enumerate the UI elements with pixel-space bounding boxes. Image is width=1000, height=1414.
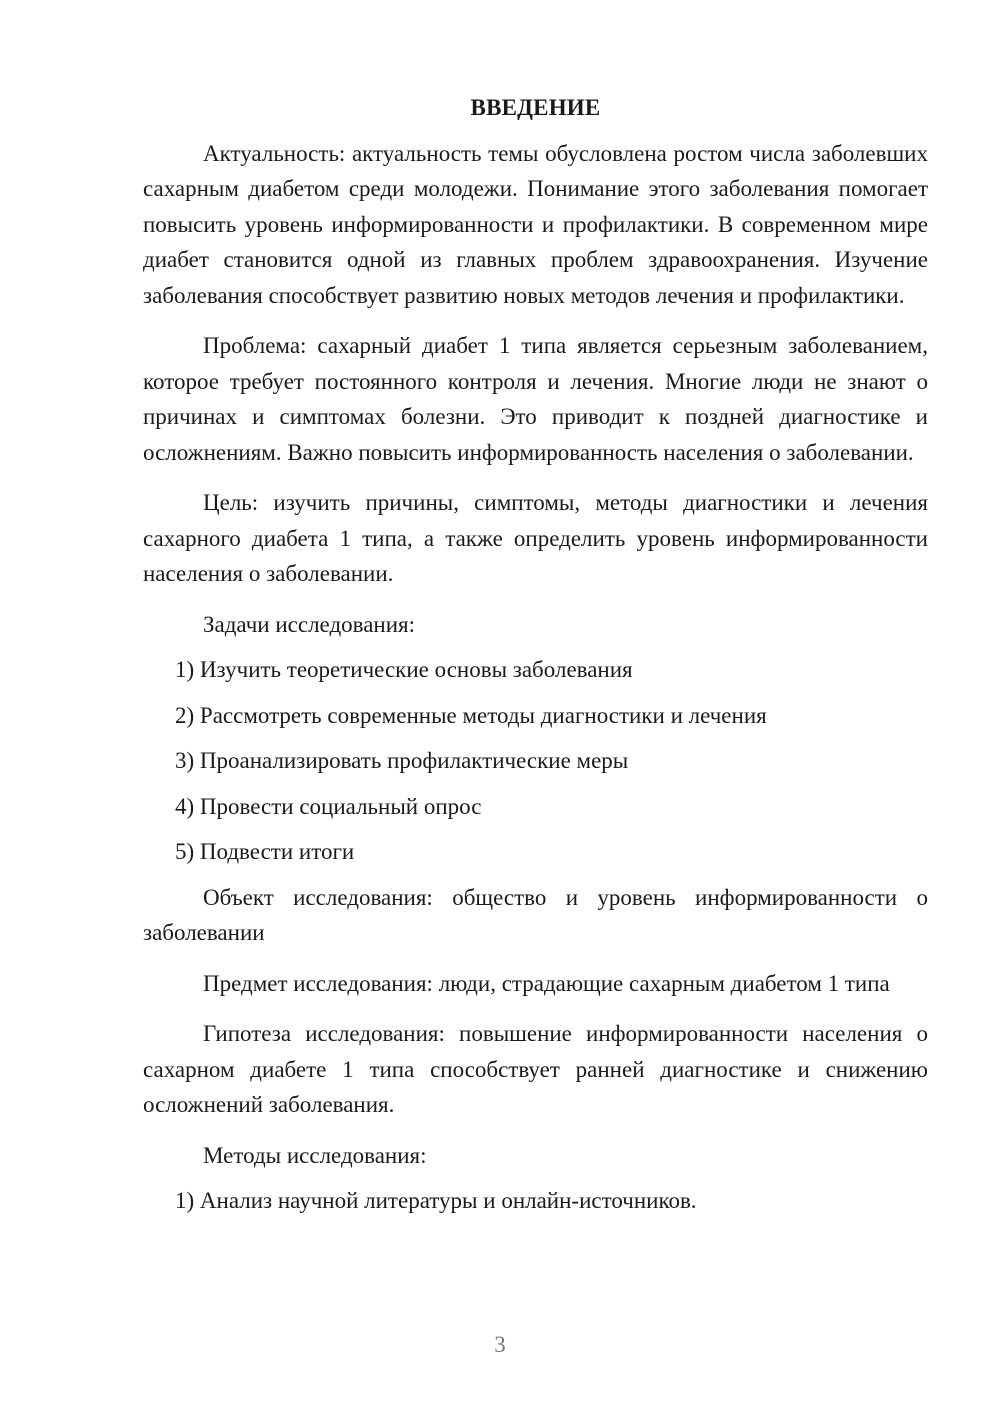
list-item: 4) Провести социальный опрос <box>175 793 482 819</box>
methods-list <box>143 1183 928 1219</box>
page-title: ВВЕДЕНИЕ <box>470 95 601 120</box>
relevance-paragraph: Актуальность: актуальность темы обусловлена ростом числа заболевших сахарным диабетом среди молодежи. Понимание этого заболевания помогает повысить уровень информированности и профилактики. В современном мире диабет становится одной из главных проблем здравоохранения. Изучение заболевания способствует развитию новых методов лечения и профилактики. <box>143 140 928 308</box>
list-item: 1) Изучить теоретические основы заболевания <box>175 657 633 682</box>
page-number: 3 <box>494 1332 506 1357</box>
methods-heading: Методы исследования: <box>203 1142 427 1168</box>
document-page <box>143 90 928 1229</box>
goal-paragraph: Цель: изучить причины, симптомы, методы диагностики и лечения сахарного диабета 1 типа, а также определить уровень информированности населения о заболевании. <box>143 490 928 586</box>
tasks-heading: Задачи исследования: <box>203 611 416 637</box>
hypothesis-paragraph: Гипотеза исследования: повышение информированности населения о сахарном диабете 1 типа способствует ранней диагностике и снижению осложнений заболевания. <box>143 1021 928 1117</box>
list-item: 3) Проанализировать профилактические меры <box>175 748 629 773</box>
list-item: 2) Рассмотреть современные методы диагностики и лечения <box>175 702 767 728</box>
object-paragraph: Объект исследования: общество и уровень информированности о заболевании <box>143 884 928 945</box>
tasks-list <box>143 652 928 870</box>
list-item: 5) Подвести итоги <box>175 839 355 864</box>
problem-paragraph: Проблема: сахарный диабет 1 типа является серьезным заболеванием, которое требует постоянного контроля и лечения. Многие люди не знают о причинах и симптомах болезни. Это приводит к поздней диагностике и осложнениям. Важно повысить информированность населения о заболевании. <box>143 333 928 465</box>
subject-paragraph: Предмет исследования: люди, страдающие сахарным диабетом 1 типа <box>203 970 890 996</box>
list-item: 1) Анализ научной литературы и онлайн-источников. <box>175 1188 697 1213</box>
